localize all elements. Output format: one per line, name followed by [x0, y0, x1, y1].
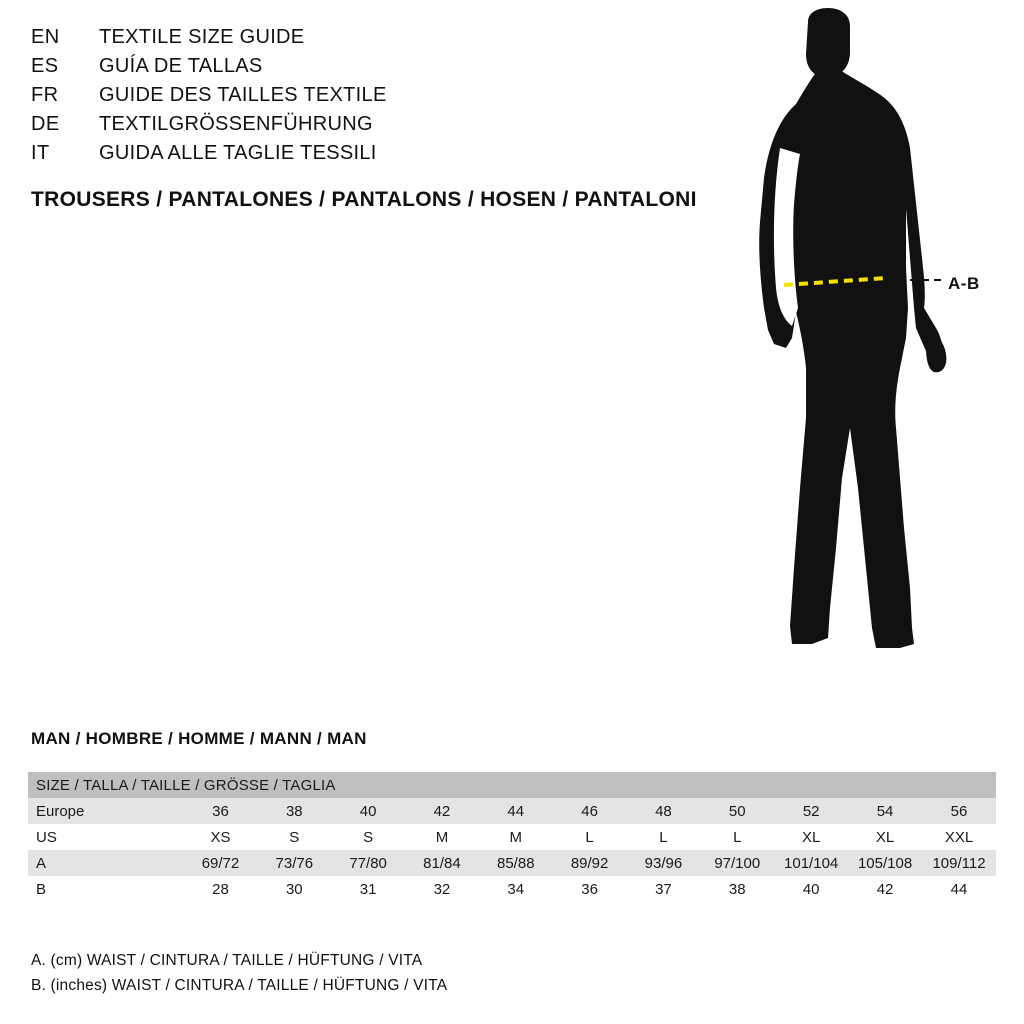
cell-value: 40 — [331, 798, 405, 824]
cell-value: 109/112 — [922, 850, 996, 876]
language-title: GUIDA ALLE TAGLIE TESSILI — [99, 142, 377, 164]
cell-value: 37 — [627, 876, 701, 902]
cell-value: 105/108 — [848, 850, 922, 876]
garment-type-title: TROUSERS / PANTALONES / PANTALONS / HOSEN / PANTALONI — [31, 188, 697, 211]
table-row — [28, 850, 996, 876]
language-code: ES — [31, 55, 59, 77]
language-row — [31, 84, 651, 113]
cell-value: XL — [848, 824, 922, 850]
language-header-block — [31, 26, 651, 171]
row-label: B — [28, 876, 184, 902]
table-row — [28, 876, 996, 902]
cell-value: S — [257, 824, 331, 850]
cell-value: S — [331, 824, 405, 850]
language-title: TEXTILGRÖSSENFÜHRUNG — [99, 113, 373, 135]
table-row — [28, 798, 996, 824]
cell-value: XL — [774, 824, 848, 850]
cell-value: 56 — [922, 798, 996, 824]
cell-value: 50 — [700, 798, 774, 824]
cell-value: M — [479, 824, 553, 850]
cell-value: 77/80 — [331, 850, 405, 876]
language-title: GUIDE DES TAILLES TEXTILE — [99, 84, 387, 106]
footnotes-block — [31, 948, 447, 998]
footnote-a: A. (cm) WAIST / CINTURA / TAILLE / HÜFTUNG / VITA — [31, 952, 423, 969]
language-row — [31, 26, 651, 55]
cell-value: 28 — [184, 876, 258, 902]
size-table — [28, 772, 996, 902]
cell-value: 38 — [257, 798, 331, 824]
measure-label-ab: A-B — [948, 274, 980, 293]
language-title: GUÍA DE TALLAS — [99, 55, 263, 77]
cell-value: 42 — [405, 798, 479, 824]
table-section-title: MAN / HOMBRE / HOMME / MANN / MAN — [31, 729, 367, 748]
cell-value: 36 — [184, 798, 258, 824]
cell-value: L — [553, 824, 627, 850]
language-title: TEXTILE SIZE GUIDE — [99, 26, 305, 48]
cell-value: 97/100 — [700, 850, 774, 876]
footnote-b: B. (inches) WAIST / CINTURA / TAILLE / HÜFTUNG / VITA — [31, 977, 448, 994]
body-figure — [700, 8, 1000, 678]
cell-value: 85/88 — [479, 850, 553, 876]
cell-value: 93/96 — [627, 850, 701, 876]
cell-value: 31 — [331, 876, 405, 902]
cell-value: 34 — [479, 876, 553, 902]
cell-value: 36 — [553, 876, 627, 902]
cell-value: XXL — [922, 824, 996, 850]
table-row — [28, 824, 996, 850]
cell-value: 44 — [479, 798, 553, 824]
language-row — [31, 113, 651, 142]
cell-value: 30 — [257, 876, 331, 902]
cell-value: XS — [184, 824, 258, 850]
cell-value: 38 — [700, 876, 774, 902]
cell-value: L — [700, 824, 774, 850]
row-label: A — [28, 850, 184, 876]
cell-value: 81/84 — [405, 850, 479, 876]
language-code: IT — [31, 142, 50, 164]
cell-value: 101/104 — [774, 850, 848, 876]
cell-value: 42 — [848, 876, 922, 902]
cell-value: 32 — [405, 876, 479, 902]
cell-value: 69/72 — [184, 850, 258, 876]
language-code: EN — [31, 26, 60, 48]
row-label: Europe — [28, 798, 184, 824]
language-row — [31, 55, 651, 84]
cell-value: 89/92 — [553, 850, 627, 876]
table-header-row — [28, 772, 996, 798]
table-header-cell: SIZE / TALLA / TAILLE / GRÖSSE / TAGLIA — [28, 772, 996, 798]
cell-value: M — [405, 824, 479, 850]
cell-value: 46 — [553, 798, 627, 824]
language-row — [31, 142, 651, 171]
cell-value: 54 — [848, 798, 922, 824]
male-silhouette-icon — [700, 8, 1000, 678]
row-label: US — [28, 824, 184, 850]
cell-value: 40 — [774, 876, 848, 902]
cell-value: 52 — [774, 798, 848, 824]
cell-value: 44 — [922, 876, 996, 902]
cell-value: L — [627, 824, 701, 850]
cell-value: 73/76 — [257, 850, 331, 876]
language-code: FR — [31, 84, 59, 106]
cell-value: 48 — [627, 798, 701, 824]
language-code: DE — [31, 113, 60, 135]
